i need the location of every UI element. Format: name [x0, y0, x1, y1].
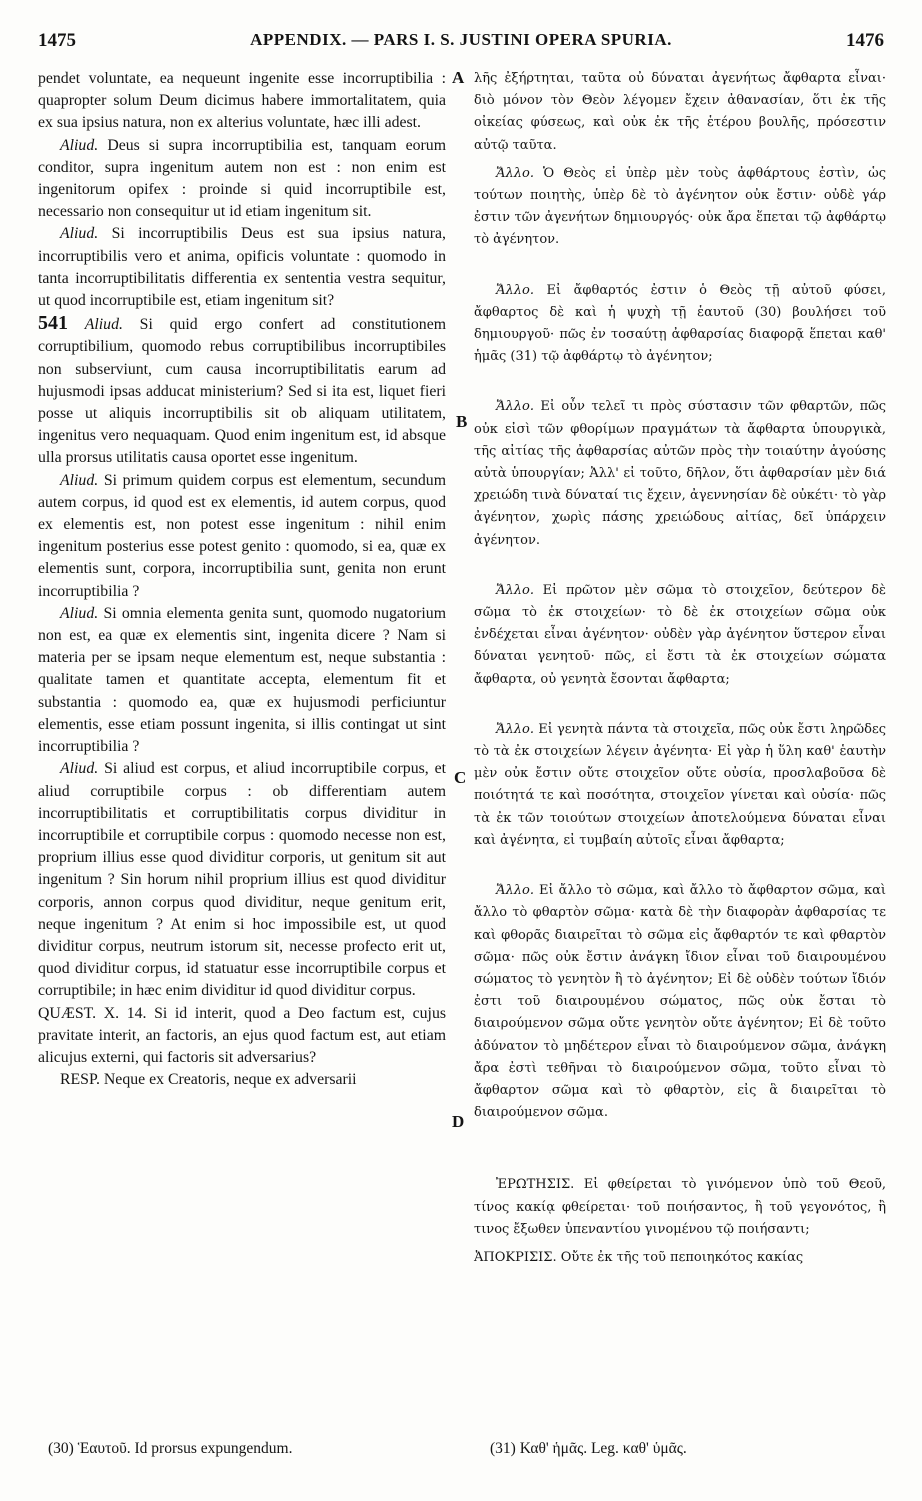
margin-marker-b: B [456, 412, 468, 431]
latin-column [38, 68, 446, 1091]
latin-paragraph: Aliud. Si incorruptibilis Deus est sua ipsius natura, incorruptibilis vero et anima, opificis voluntate : quomodo in tanta incorruptibilitatis differentia ex sententia vestra sequitur, ut quod incorruptibile est, etiam ingenitum sit? [38, 225, 446, 310]
running-header [0, 30, 922, 58]
latin-paragraph: Aliud. Si primum quidem corpus est elementum, secundum autem corpus, id quod est ex elementis, id autem corpus, quod ex elementis est, non potest esse ingenitum : nihil enim ingenitum posterius esse potest genito : quomodo, si ea, quæ ex elementis sunt, corpora, incorruptibilia sunt, genita non erunt incorruptibilia ? [38, 471, 446, 600]
margin-marker-c: C [454, 768, 467, 787]
latin-paragraph: Aliud. Deus si supra incorruptibilia est, tanquam eorum conditor, supra ingenitum autem non est : non enim est ingenitorum opifex : proinde si quid incorruptibile est, necessario non consequitur ut id etiam ingenitum sit. [38, 136, 446, 221]
greek-paragraph: Ἄλλο. Ὁ Θεὸς εἰ ὑπὲρ μὲν τοὺς ἀφθάρτους ἐστὶν, ὡς τούτων ποιητὴς, ὑπὲρ δὲ τὸ ἀγένητον οὐκ ἔστιν· οὐδὲ γάρ ἐστιν τῶν ἀγενήτων δημιουργός· οὐκ ἄρα ἕπεται τῷ ἀφθάρτῳ τὸ ἀγένητον. [474, 165, 886, 248]
latin-paragraph: 541 Aliud. Si quid ergo confert ad constitutionem corruptibilium, quomodo rebus corruptibilibus incorruptibiles non subserviunt, cum causa incorruptibilitatis earum ad hujusmodi ipsas adducat ministerium? Sed si ita est, liquet fieri posse ut aliquis incorruptibilis sit ob aliquam utilitatem, ingenitus vero nequaquam. Quod enim ingenitum est, id absque ulla prorsus utilitatis causa oportet esse ingenitum. [38, 312, 446, 467]
greek-question: ἘΡΩΤΗΣΙΣ. Εἰ φθείρεται τὸ γινόμενον ὑπὸ τοῦ Θεοῦ, τίνος κακίᾳ φθείρεται· τοῦ ποιήσαντος, ἢ τοῦ γεγονότος, ἢ τινος ἔξωθεν ὑπεναντίου γινομένου τῷ ποιήσαντι; [474, 1177, 886, 1237]
greek-response: ἈΠΟΚΡΙΣΙΣ. Οὔτε ἐκ τῆς τοῦ πεποιηκότος κακίας [474, 1249, 804, 1265]
margin-marker-a: A [452, 68, 465, 87]
footnotes [0, 1440, 922, 1470]
page-number-left: 1475 [38, 30, 76, 51]
latin-paragraph: Aliud. Si aliud est corpus, et aliud incorruptibile corpus, et aliud corruptibile corpus : ob differentiam autem incorruptibilitatis et corruptibilitatis corpus dividitur in incorruptibile et corruptibile corpus : quomodo necesse non est, proprium illius esse quod dividitur corporis, ut genitum sit aut ingenitum ? Sin horum nihil proprium illius est quod dividitur corporis, annon corpus quod dividitur, neque genitum erit, neque ingenitum ? At enim si hoc impossibile est, ut quod dividitur corpus, neutrum istorum sit, necesse profecto erit ut, quod dividitur corpus, id statuatur esse incorruptibile corpus et corruptibile; in hæc enim dividitur id quod dividitur corpus. [38, 760, 446, 1000]
latin-paragraph: pendet voluntate, ea nequeunt ingenite esse incorruptibilia : quapropter solum Deum dicimus habere immortalitatem, quia ex sua ipsius natura, non ex alterius voluntate, hæc illi adest. [38, 70, 446, 132]
greek-paragraph: Ἄλλο. Εἰ γενητὰ πάντα τὰ στοιχεῖα, πῶς οὐκ ἔστι ληρῶδες τὸ τὰ ἐκ στοιχείων λέγειν ἀγένητα· Εἰ γὰρ ἡ ὕλη καθ' ἑαυτὴν μὲν οὐκ ἔστιν οὔτε στοιχεῖον οὔτε οὐσία, προσλαβοῦσα δὲ ποιότητά τε καὶ ποσότητα, στοιχεῖον γίνεται καὶ οὐσία· πῶς τὰ ἐκ τῶν τοιούτων στοιχείων ἀποτελούμενα δύναται εἶναι καὶ ἀγένητα, εἰ τυμβαίη αὐτοῖς εἶναι ἄφθαρτα; [474, 721, 886, 848]
latin-question: QUÆST. X. 14. Si id interit, quod a Deo factum est, cujus pravitate interit, an factoris, an ejus quod factum est, aut etiam alicujus externi, qui factoris sit adversarius? [38, 1004, 446, 1066]
latin-response: RESP. Neque ex Creatoris, neque ex adversarii [60, 1071, 357, 1089]
footnote-30: (30) Ἑαυτοῦ. Id prorsus expungendum. [48, 1440, 293, 1457]
greek-paragraph: Ἄλλο. Εἰ πρῶτον μὲν σῶμα τὸ στοιχεῖον, δεύτερον δὲ σῶμα τὸ ἐκ στοιχείων· τὸ δὲ ἐκ στοιχείων σῶμα οὐκ ἐνδέχεται εἶναι ἀγένητον· οὐδὲν γὰρ ἀγένητον ὕστερον εἶναι δύναται γενητοῦ· πῶς, εἰ ἔστι τὰ ἐκ στοιχείων σώματα ἄφθαρτα, οὐ γενητὰ ἔσονται ἄφθαρτα; [474, 582, 886, 687]
margin-marker-d: D [452, 1112, 465, 1131]
greek-paragraph: Ἄλλο. Εἰ ἄφθαρτός ἐστιν ὁ Θεὸς τῇ αὐτοῦ φύσει, ἄφθαρτος δὲ καὶ ἡ ψυχὴ τῇ ἑαυτοῦ (30) βουλήσει τοῦ δημιουργοῦ· πῶς ἐν τοσαύτῃ ἀφθαρσίας διαφορᾷ ἕπεται καθ' ἡμᾶς (31) τῷ ἀφθάρτῳ τὸ ἀγένητον; [474, 282, 886, 365]
running-title: APPENDIX. — PARS I. S. JUSTINI OPERA SPURIA. [250, 30, 672, 49]
greek-paragraph: Ἄλλο. Εἰ οὖν τελεῖ τι πρὸς σύστασιν τῶν φθαρτῶν, πῶς οὐκ εἰσὶ τῶν φθορίμων πραγμάτων τὰ ἄφθαρτα ὑπουργικὰ, τῆς αἰτίας τῆς ἀφθαρσίας αὐτῶν πρὸς τὴν τοιαύτην ἀγούσης αὐτὰ ὑπουργίαν; Ἀλλ' εἰ τοῦτο, δῆλον, ὅτι ἀφθαρσίαν μὲν διά χρειώδη τινὰ δύναταί τις ἔχειν, ἀγεννησίαν δὲ οὐκέτι· τὸ γὰρ ἀγένητον, χωρὶς πάσης χρειώδους αἰτίας, δεῖ ὑπάρχειν ἀγένητον. [474, 399, 886, 548]
page-number-right: 1476 [846, 30, 884, 51]
greek-paragraph: λῆς ἐξήρτηται, ταῦτα οὐ δύναται ἀγενήτως ἄφθαρτα εἶναι· διὸ μόνον τὸν Θεὸν λέγομεν ἔχειν ἀθανασίαν, ὅτι ἐκ τῆς οἰκείας φύσεως, καὶ οὐκ ἐκ τῆς ἑτέρου βουλῆς, πρόσεστιν αὐτῷ ταῦτα. [474, 71, 886, 153]
latin-paragraph: Aliud. Si omnia elementa genita sunt, quomodo nugatorium non est, ea quæ ex elementis sint, ingenita dicere ? Nam si materia per se ipsam neque elementum est, neque substantia : qualitate tamen et quantitate accepta, elementum fit et substantia : quomodo ea, quæ ex hujusmodi perficiuntur elementis, esse etiam possunt ingenita, si illis contingat ut sint incorruptibilia ? [38, 604, 446, 756]
greek-paragraph: Ἄλλο. Εἰ ἄλλο τὸ σῶμα, καὶ ἄλλο τὸ ἄφθαρτον σῶμα, καὶ ἄλλο τὸ φθαρτὸν σῶμα· κατὰ δὲ τὴν διαφορὰν ἀφθαρσίας τε καὶ φθορᾶς διαιρεῖται τὸ σῶμα εἰς ἄφθαρτόν τε καὶ φθαρτὸν σῶμα· πῶς οὐκ ἔστιν ἀνάγκη ἴδιον εἶναι τοῦ διαιρουμένου σώματος τὸ γενητὸν ἢ τὸ ἀγένητον; Εἰ δὲ οὐδὲν τούτων ἴδιόν ἐστι τοῦ διαιρουμένου σώματος, πῶς οὐκ ἔσται τὸ διαιρούμενον σῶμα οὔτε γενητὸν οὔτε ἀγένητον; Εἰ δὲ τοῦτο ἀδύνατον τὸ μηδέτερον εἶναι τὸ διαιρούμενον σῶμα, ἀνάγκη ἄρα ἐστὶ τεθῆναι τὸ διαιρούμενον σῶμα, τοῦτο εἶναι τὸ ἄφθαρτον σῶμα καὶ τὸ φθαρτὸν, εἰς ἃ διαιρεῖται τὸ διαιρούμενον σῶμα. [474, 883, 886, 1121]
column-number: 541 [38, 312, 68, 335]
greek-column [474, 68, 886, 1275]
footnote-31: (31) Καθ' ἡμᾶς. Leg. καθ' ὑμᾶς. [490, 1440, 687, 1457]
